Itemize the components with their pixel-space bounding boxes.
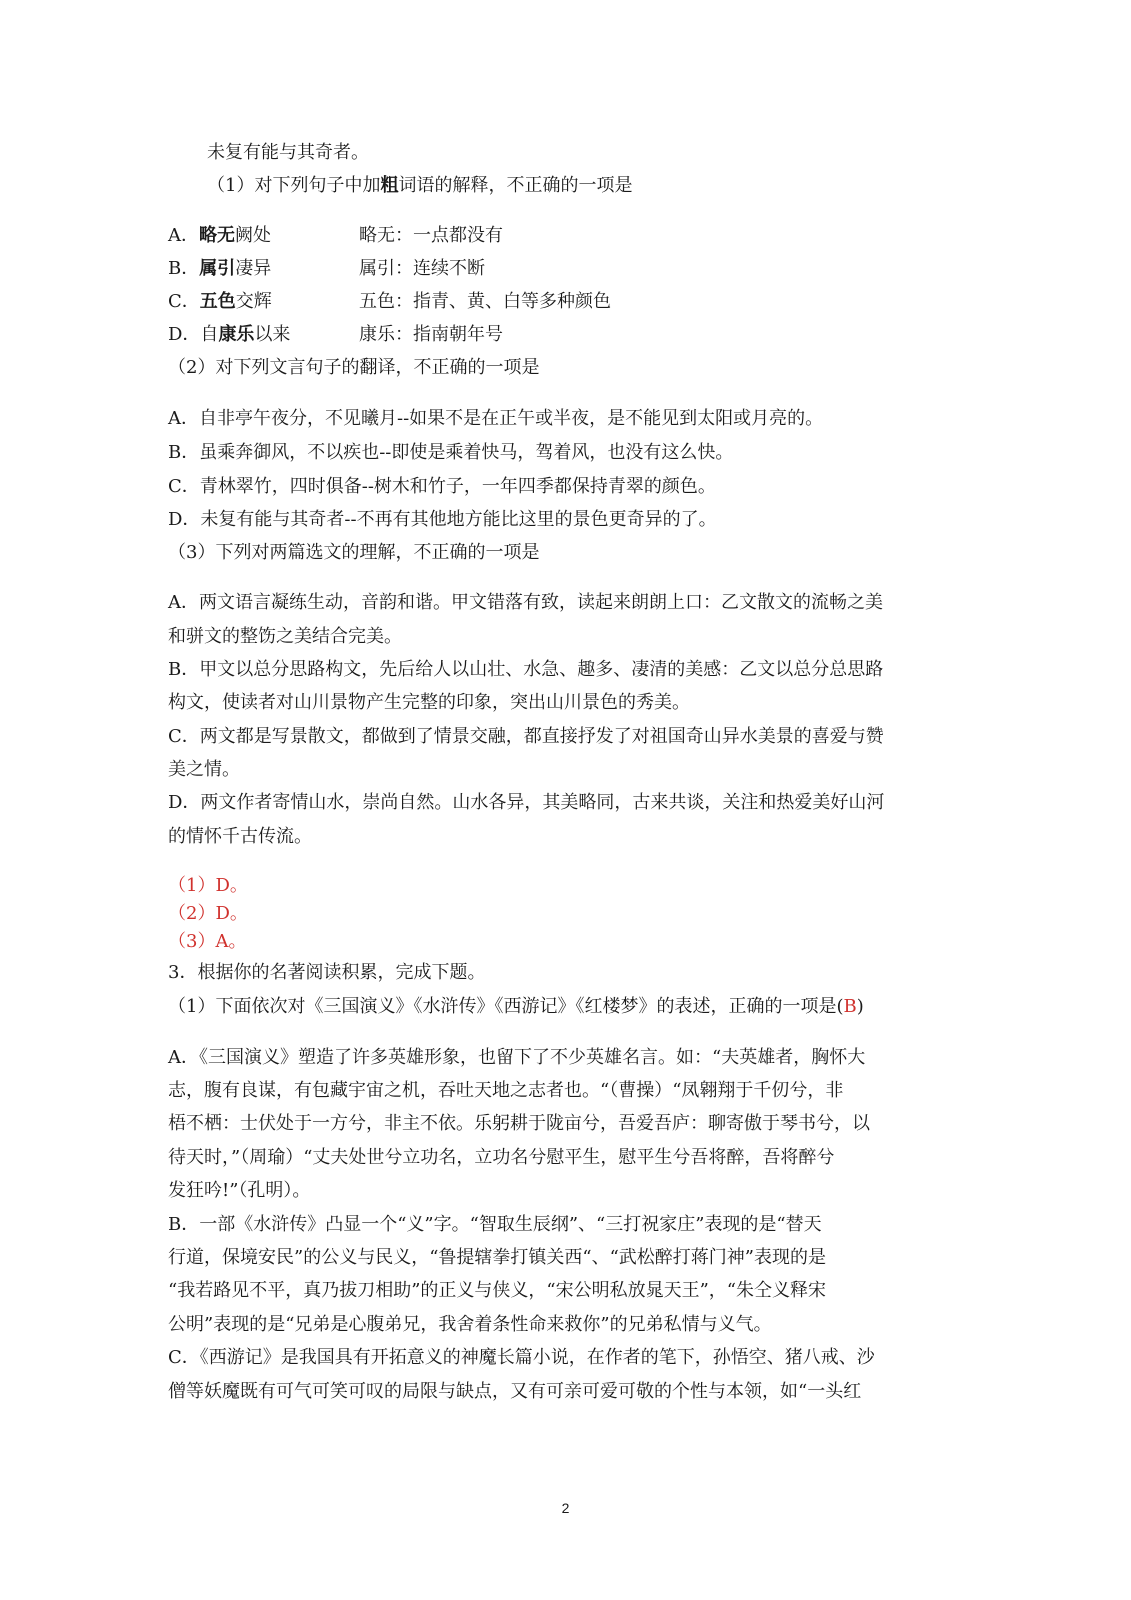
q1-option-a [168,224,868,248]
section3-line: 待天时，”（周瑜）“丈夫处世兮立功名，立功名兮慰平生，慰平生兮吾将醉，吾将醉兮 [168,1147,835,1168]
q1-option-prefix: C． [168,291,200,312]
q3-line: A．两文语言凝练生动，音韵和谐。甲文错落有致，读起来朗朗上口：乙文散文的流畅之美 [168,592,883,613]
section3-line: 行道，保境安民”的公义与民义，“鲁提辖拳打镇关西“、“武松醉打蒋门神”表现的是 [168,1247,827,1268]
q1-option-rest: 阙处 [235,225,271,246]
q3-prompt: （3）下列对两篇选文的理解，不正确的一项是 [168,542,540,563]
q2-option-a: A．自非亭午夜分，不见曦月--如果不是在正午或半夜，是不能见到太阳或月亮的。 [168,408,824,429]
q1-option-prefix: B． [168,258,200,279]
q3-line: C．两文都是写景散文，都做到了情景交融，都直接抒发了对祖国奇山异水美景的喜爱与赞 [168,726,884,747]
q3-line: 的情怀千古传流。 [168,826,312,847]
section3-q1-text: （1）下面依次对《三国演义》《水浒传》《西游记》《红楼梦》的表述，正确的一项是 [168,996,837,1017]
q3-line: D．两文作者寄情山水，崇尚自然。山水各异，其美略同，古来共谈，关注和热爱美好山河 [168,792,885,813]
q1-option-rest: 凄异 [235,258,272,279]
q2-option-d: D．未复有能与其奇者--不再有其他地方能比这里的景色更奇异的了。 [168,509,717,530]
section3-q1-answer: B [843,996,857,1017]
q1-option-prefix: A． [168,225,199,246]
q1-option-gloss: 五色：指青、黄、白等多种颜色 [359,291,611,312]
q1-prompt-bold: 粗 [380,175,399,196]
section3-line: A．《三国演义》塑造了许多英雄形象，也留下了不少英雄名言。如：“夫英雄者，胸怀大 [168,1047,866,1068]
q1-prompt-pre: （1）对下列句子中加 [207,175,381,196]
q3-line: 美之情。 [168,759,240,780]
section3-q1-prompt [168,995,864,1019]
section3-line: 梧不栖：士伏处于一方兮，非主不依。乐躬耕于陇亩兮，吾爱吾庐：聊寄傲于琴书兮，以 [168,1113,870,1134]
q1-option-keyword: 属引 [199,258,236,279]
section3-line: 志，腹有良谋，有包藏宇宙之机，吞吐天地之志者也。“（曹操）“凤翱翔于千仞兮，非 [168,1080,844,1101]
q1-option-rest: 以来 [254,324,291,345]
q1-option-gloss: 属引：连续不断 [359,258,485,279]
q3-line: B．甲文以总分思路构文，先后给人以山壮、水急、趣多、凄清的美感：乙文以总分总思路 [168,659,884,680]
section3-line: “我若路见不平，真乃拔刀相助”的正义与侠义，“宋公明私放晁天王”，“朱仝义释宋 [168,1280,827,1301]
q2-option-b: B．虽乘奔御风，不以疾也--即使是乘着快马，驾着风，也没有这么快。 [168,442,734,463]
q1-option-rest: 交辉 [235,291,272,312]
q1-prompt-post: 词语的解释，不正确的一项是 [398,175,633,196]
page-number: 2 [561,1500,570,1516]
answer-2: （2）D。 [168,903,248,924]
section3-line: 僧等妖魔既有可气可笑可叹的局限与缺点，又有可亲可爱可敬的个性与本领，如“一头红 [168,1381,862,1402]
section3-line: B．一部《水浒传》凸显一个“义”字。“智取生辰纲”、“三打祝家庄”表现的是“替天 [168,1214,822,1235]
q1-option-b [168,257,868,281]
q2-option-c: C．青林翠竹，四时俱备--树木和竹子，一年四季都保持青翠的颜色。 [168,476,716,497]
section3-heading: 3．根据你的名著阅读积累，完成下题。 [168,962,486,983]
intro-line: 未复有能与其奇者。 [207,142,369,163]
answer-paren-open: ( [836,996,844,1017]
q1-option-gloss: 略无：一点都没有 [359,225,503,246]
section3-line: C．《西游记》是我国具有开拓意义的神魔长篇小说，在作者的笔下，孙悟空、猪八戒、沙 [168,1347,875,1368]
q3-line: 和骈文的整饬之美结合完美。 [168,626,402,647]
q1-option-keyword: 康乐 [218,324,255,345]
answer-1: （1）D。 [168,875,248,896]
q1-option-keyword: 略无 [199,225,235,246]
q1-prompt [207,174,632,198]
q1-option-keyword: 五色 [199,291,236,312]
q1-option-c [168,290,868,314]
q1-option-prefix: D．自 [168,324,219,345]
q3-line: 构文，使读者对山川景物产生完整的印象，突出山川景色的秀美。 [168,692,690,713]
section3-line: 公明”表现的是“兄弟是心腹弟兄，我舍着条性命来救你”的兄弟私情与义气。 [168,1314,772,1335]
answer-paren-close: ) [856,996,864,1017]
q2-prompt: （2）对下列文言句子的翻译，不正确的一项是 [168,357,540,378]
section3-line: 发狂吟!”（孔明）。 [168,1180,311,1201]
answer-3: （3）A。 [168,931,247,952]
q1-option-gloss: 康乐：指南朝年号 [359,324,503,345]
q1-option-d [168,323,868,347]
